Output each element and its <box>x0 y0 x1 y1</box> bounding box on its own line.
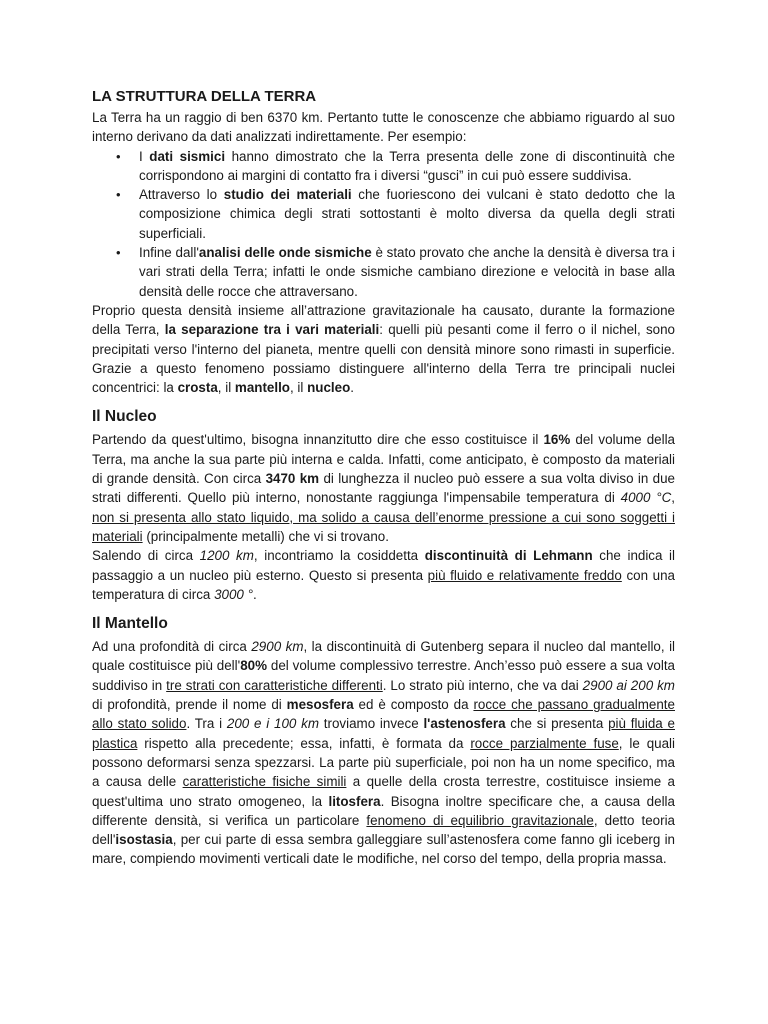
bold-term: analisi delle onde sismiche <box>198 245 372 261</box>
mantello-paragraph: Ad una profondità di circa 2900 km, la discontinuità di Gutenberg separa il nucleo dal mantello, il quale costituisce più dell'80% del volume complessivo terrestre. Anch’esso può essere a sua volta suddiviso in tre strati con caratteristiche differenti. Lo strato più interno, che va dai 2900 ai 200 km di profondità, prende il nome di mesosfera ed è composto da rocce che passano gradualmente allo stato solido. Tra i 200 e i 100 km troviamo invece l'astenosfera che si presenta più fluida e plastica rispetto alla precedente; essa, infatti, è formata da rocce parzialmente fuse, le quali possono deformarsi senza spezzarsi. La parte più superficiale, poi non ha un nome specifico, ma a causa delle caratteristiche fisiche simili a quelle della crosta terrestre, costituisce insieme a quest'ultima uno strato omogeneo, la litosfera. Bisogna inoltre specificare che, a causa della differente densità, si verifica un particolare fenomeno di equilibrio gravitazionale, detto teoria dell'isostasia, per cui parte di essa sembra galleggiare sull’astenosfera come fanno gli iceberg in mare, compiendo movimenti verticali date le modifiche, nel corso del tempo, della propria massa. <box>92 639 676 867</box>
document-title: LA STRUTTURA DELLA TERRA <box>92 88 317 105</box>
bold-term: dati sismici <box>149 148 226 164</box>
nucleo-paragraph-2: Salendo di circa 1200 km, incontriamo la cosiddetta discontinuità di Lehmann che indica il passaggio a un nucleo più esterno. Questo si presenta più fluido e relativamente freddo con una temperatura di circa 3000 °. <box>92 548 676 602</box>
section-heading-mantello: Il Mantello <box>92 615 168 633</box>
document-body <box>92 86 675 869</box>
bullet-item: • Infine dall'analisi delle onde sismiche è stato provato che anche la densità è diversa tra i vari strati della Terra; infatti le onde sismiche cambiano direzione e velocità in base alla densità delle rocce che attraversano. <box>92 243 675 301</box>
nucleo-paragraph-1: Partendo da quest'ultimo, bisogna innanzitutto dire che esso costituisce il 16% del volume della Terra, ma anche la sua parte più interna e calda. Infatti, come anticipato, è composto da materiali di grande densità. Con circa 3470 km di lunghezza il nucleo può essere a sua volta diviso in due strati differenti. Quello più interno, nonostante raggiunga l'impensabile temperatura di 4000 °C, non si presenta allo stato liquido, ma solido a causa dell’enorme pressione a cui sono soggetti i materiali (principalmente metalli) che vi si trovano. <box>92 432 675 544</box>
density-paragraph: Proprio questa densità insieme all’attrazione gravitazionale ha causato, durante la formazione della Terra, la separazione tra i vari materiali: quelli più pesanti come il ferro o il nichel, sono precipitati verso l'interno del pianeta, mentre quelli con densità minore sono rimasti in superficie. Grazie a questo fenomeno possiamo distinguere all'interno della Terra tre principali nuclei concentrici: la crosta, il mantello, il nucleo. <box>92 302 676 396</box>
bold-term: studio dei materiali <box>223 187 352 203</box>
bullet-list <box>92 147 675 301</box>
section-heading-nucleo: Il Nucleo <box>92 408 157 426</box>
intro-paragraph: La Terra ha un raggio di ben 6370 km. Pertanto tutte le conoscenze che abbiamo riguardo al suo interno derivano da dati analizzati indirettamente. Per esempio: <box>92 110 675 145</box>
bullet-item: • Attraverso lo studio dei materiali che fuoriescono dei vulcani è stato dedotto che la composizione chimica degli strati sottostanti è molto diversa da quella degli strati superficiali. <box>92 185 675 243</box>
bullet-item: • I dati sismici hanno dimostrato che la Terra presenta delle zone di discontinuità che corrispondono ai margini di contatto fra i diversi “gusci” in cui può essere suddivisa. <box>92 147 675 186</box>
